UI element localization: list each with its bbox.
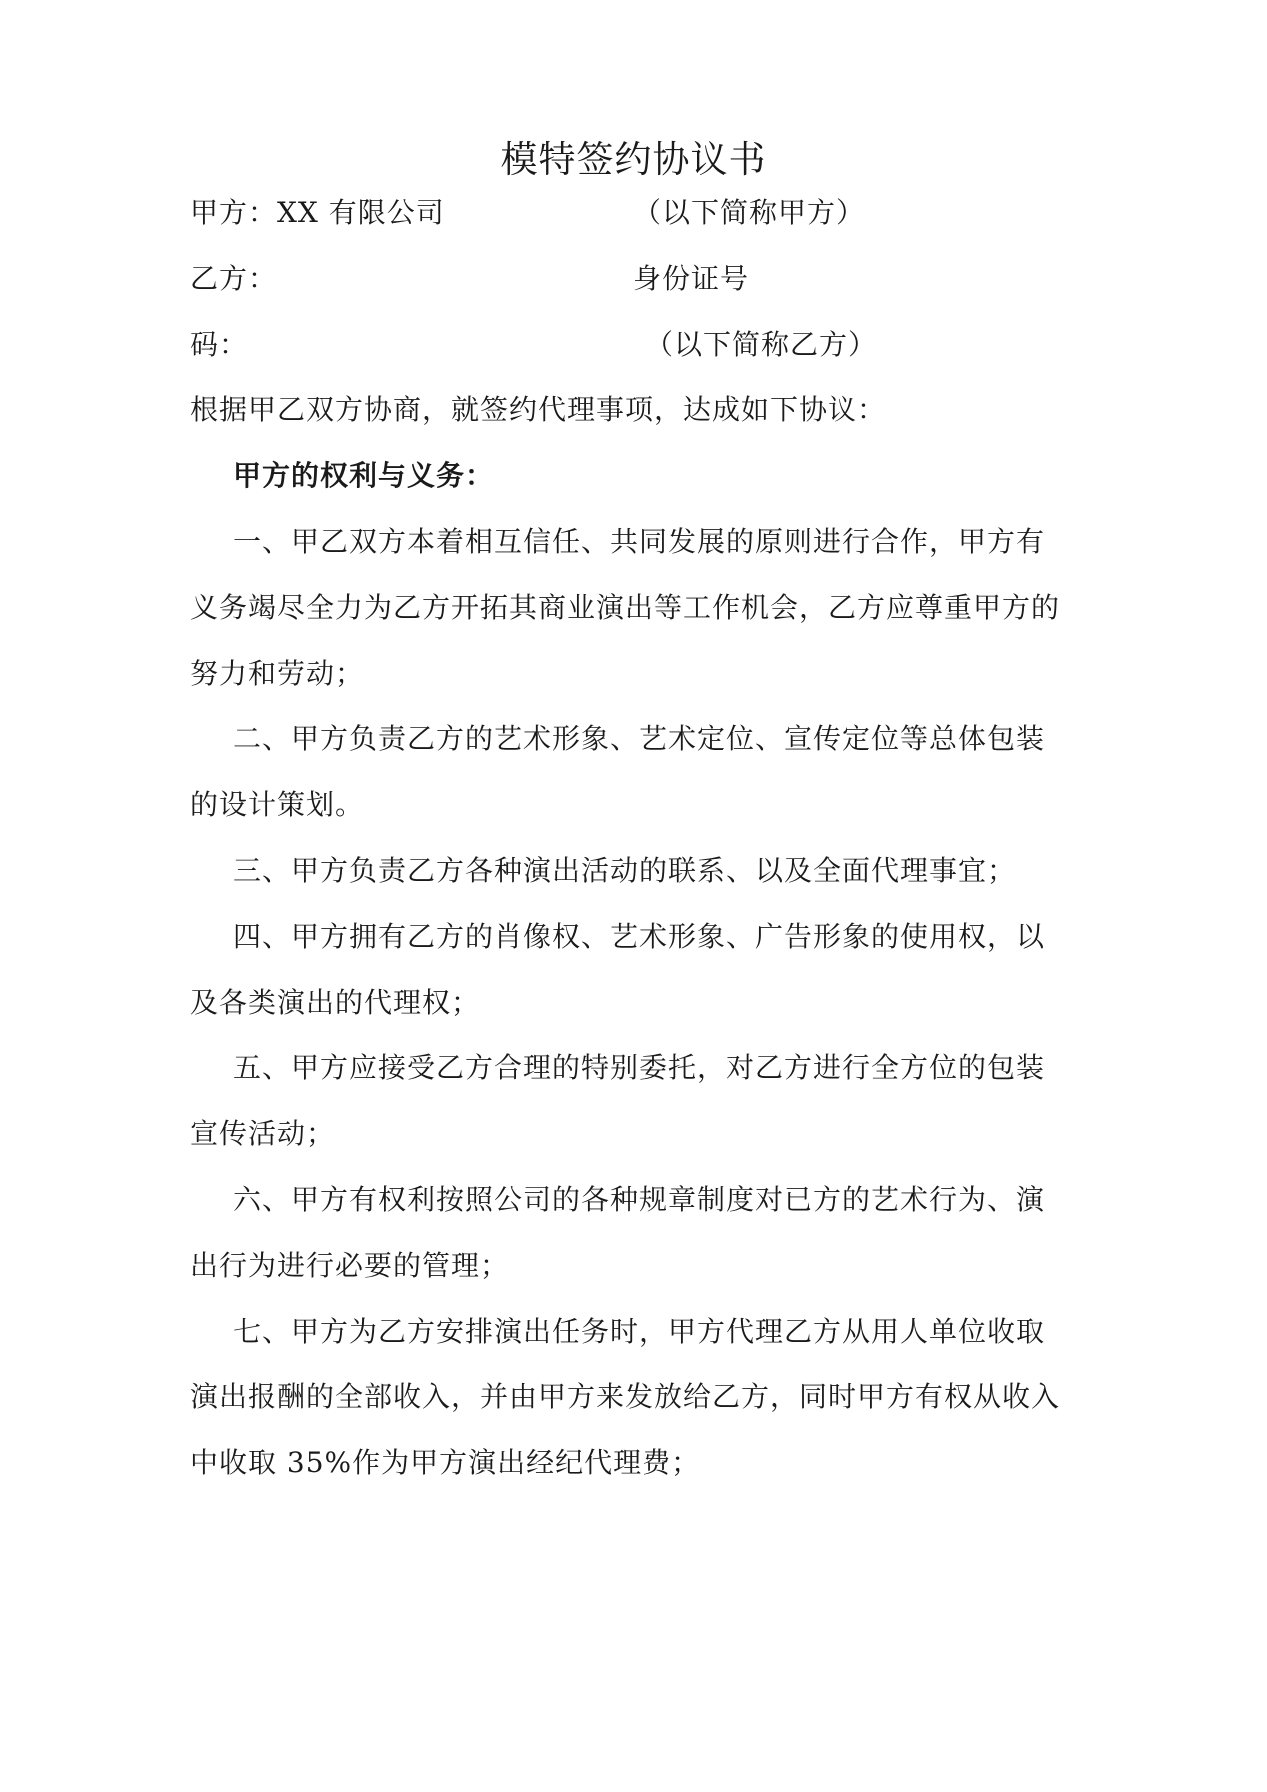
clause-line: 六、甲方有权利按照公司的各种规章制度对已方的艺术行为、演: [233, 1183, 1046, 1216]
clause-line: 义务竭尽全力为乙方开拓其商业演出等工作机会，乙方应尊重甲方的: [190, 591, 1061, 624]
clause-line: 及各类演出的代理权；: [190, 986, 481, 1019]
party-a-note: （以下简称甲方）: [633, 196, 866, 229]
party-b-label: 乙方：: [190, 262, 278, 295]
document-title: 模特签约协议书: [500, 138, 767, 181]
clause-line: 宣传活动；: [190, 1117, 336, 1150]
clause-line: 中收取 35%作为甲方演出经纪代理费；: [190, 1446, 701, 1479]
party-b-cont-label: 码：: [190, 328, 249, 361]
clause-line: 的设计策划。: [190, 788, 365, 821]
clause-line: 出行为进行必要的管理；: [190, 1249, 510, 1282]
party-b-id-label: 身份证号: [633, 262, 750, 295]
clause-line: 一、甲乙双方本着相互信任、共同发展的原则进行合作，甲方有: [233, 525, 1046, 558]
party-a-label: 甲方：XX 有限公司: [190, 196, 445, 229]
clause-line: 七、甲方为乙方安排演出任务时，甲方代理乙方从用人单位收取: [233, 1315, 1046, 1348]
clause-line: 演出报酬的全部收入，并由甲方来发放给乙方，同时甲方有权从收入: [190, 1380, 1061, 1413]
clause-line: 五、甲方应接受乙方合理的特别委托，对乙方进行全方位的包装: [233, 1051, 1046, 1084]
party-b-note: （以下简称乙方）: [645, 328, 878, 361]
clause-line: 努力和劳动；: [190, 657, 365, 690]
clause-line: 三、甲方负责乙方各种演出活动的联系、以及全面代理事宜；: [233, 854, 1017, 887]
clause-line: 四、甲方拥有乙方的肖像权、艺术形象、广告形象的使用权，以: [233, 920, 1046, 953]
intro-paragraph: 根据甲乙双方协商，就签约代理事项，达成如下协议：: [190, 393, 887, 426]
clause-line: 二、甲方负责乙方的艺术形象、艺术定位、宣传定位等总体包装: [233, 722, 1046, 755]
section-heading: 甲方的权利与义务：: [233, 459, 495, 492]
